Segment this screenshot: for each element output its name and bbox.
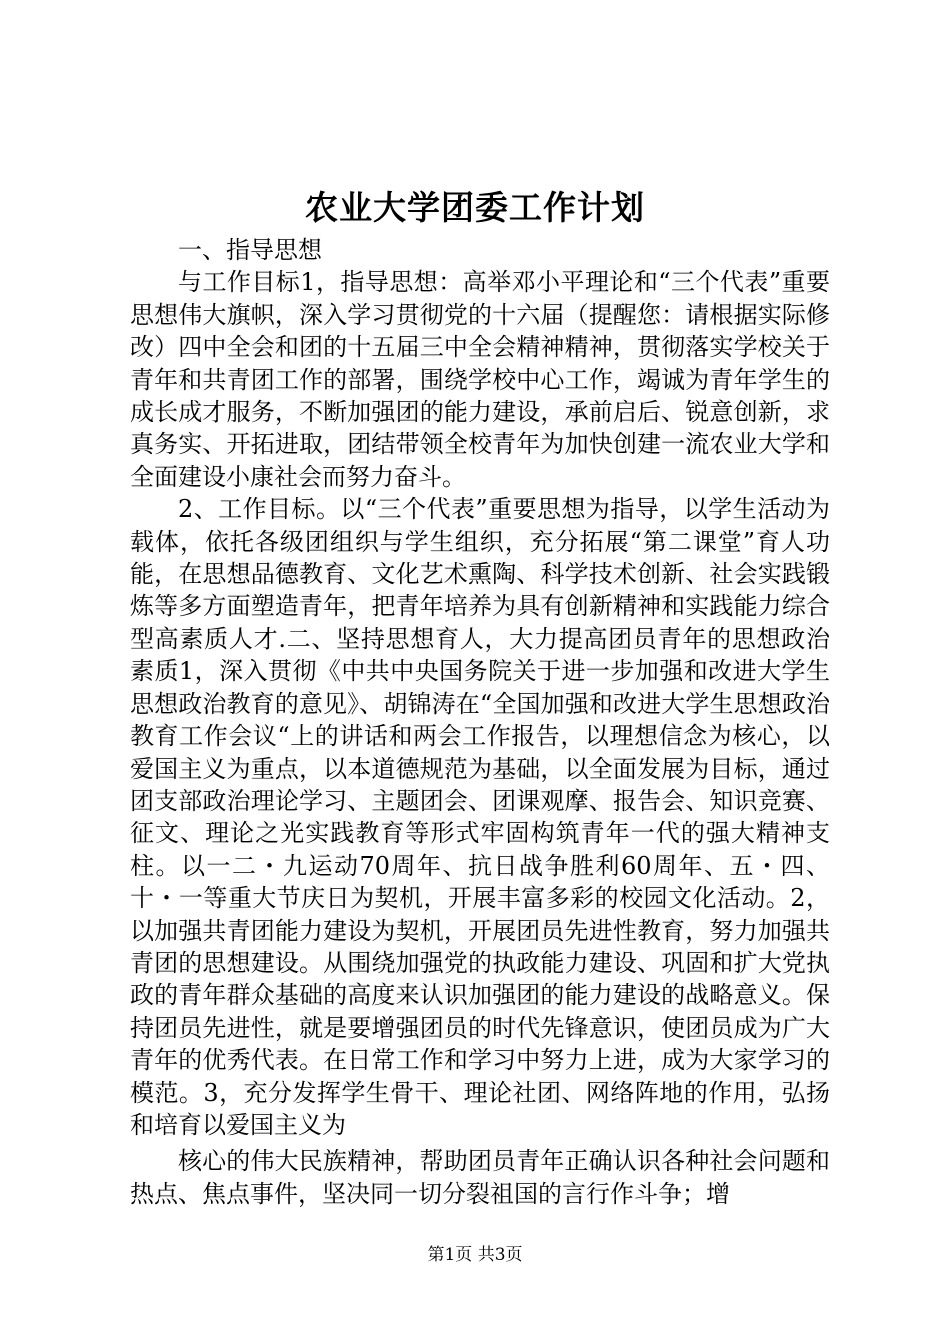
page-number: 第1页 共3页 — [427, 1245, 523, 1265]
document-title: 农业大学团委工作计划 — [305, 188, 645, 227]
paragraph-continuation: 核心的伟大民族精神，帮助团员青年正确认识各种社会问题和热点、焦点事件，坚决同一切分裂祖国的言行作斗争；增 — [130, 1147, 830, 1208]
paragraph-work-goals: 2、工作目标。以“三个代表”重要思想为指导，以学生活动为载体，依托各级团组织与学生组织，充分拓展“第二课堂”育人功能，在思想品德教育、文化艺术熏陶、科学技术创新、社会实践锻炼等多方面塑造青年，把青年培养为具有创新精神和实践能力综合型高素质人才.二、坚持思想育人，大力提高团员青年的思想政治素质1，深入贯彻《中共中央国务院关于进一步加强和改进大学生思想政治教育的意见》、胡锦涛在“全国加强和改进大学生思想政治教育工作会议“上的讲话和两会工作报告，以理想信念为核心，以爱国主义为重点，以本道德规范为基础，以全面发展为目标，通过团支部政治理论学习、主题团会、团课观摩、报告会、知识竞赛、征文、理论之光实践教育等形式牢固构筑青年一代的强大精神支柱。以一二・九运动70周年、抗日战争胜利60周年、五・四、十・一等重大节庆日为契机，开展丰富多彩的校园文化活动。2，以加强共青团能力建设为契机，开展团员先进性教育，努力加强共青团的思想建设。从围绕加强党的执政能力建设、巩固和扩大党执政的青年群众基础的高度来认识加强团的能力建设的战略意义。保持团员先进性，就是要增强团员的时代先锋意识，使团员成为广大青年的优秀代表。在日常工作和学习中努力上进，成为大家学习的模范。3，充分发挥学生骨干、理论社团、网络阵地的作用，弘扬和培育以爱国主义为 — [130, 495, 830, 1139]
section-heading: 一、指导思想 — [178, 236, 322, 264]
document-body — [130, 234, 830, 1210]
paragraph-guiding-ideology: 与工作目标1，指导思想：高举邓小平理论和“三个代表”重要思想伟大旗帜，深入学习贯彻党的十六届（提醒您：请根据实际修改）四中全会和团的十五届三中全会精神精神，贯彻落实学校关于青年和共青团工作的部署，围绕学校中心工作，竭诚为青年学生的成长成才服务，不断加强团的能力建设，承前启后、锐意创新，求真务实、开拓进取，团结带领全校青年为加快创建一流农业大学和全面建设小康社会而努力奋斗。 — [130, 268, 830, 491]
